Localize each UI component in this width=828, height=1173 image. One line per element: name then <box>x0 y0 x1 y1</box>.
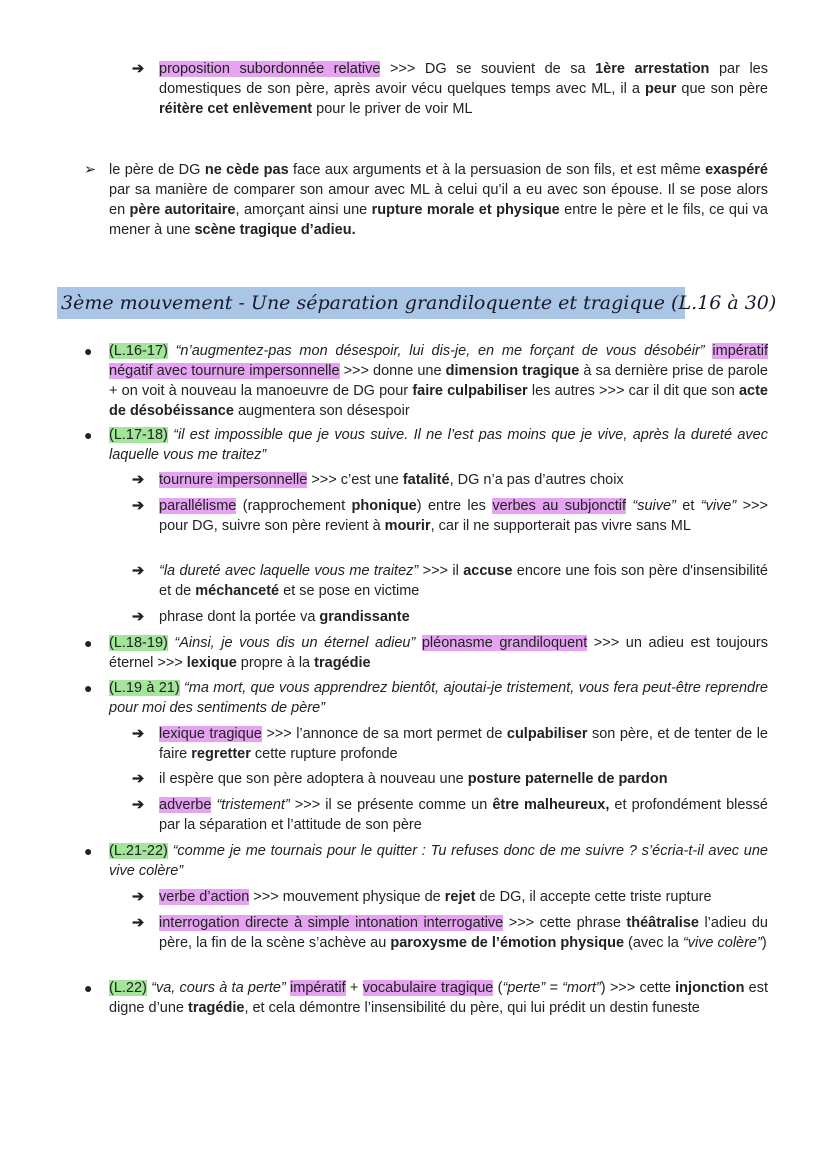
arrow-icon: ➔ <box>132 915 145 931</box>
list-item: ➔ tournure impersonnelle >>> c’est une fatalité, DG n’a pas d’autres choix <box>132 472 624 488</box>
list-item: ➔ interrogation directe à simple intonation interrogative >>> cette phrase théâtralise l’adieu du père, la fin de la scène s’achève au paroxysme de l’émotion physique (avec la “vive colère”) <box>132 915 768 951</box>
arrow-icon: ➔ <box>132 726 145 742</box>
section-heading: 3ème mouvement - Une séparation grandiloquente et tragique (L.16 à 30) <box>57 287 685 319</box>
arrow-icon: ➔ <box>132 472 145 488</box>
bullet-icon: ● <box>84 843 93 859</box>
list-item: ➔ parallélisme (rapprochement phonique) entre les verbes au subjonctif “suive” et “vive” >>> pour DG, suivre son père revient à mourir, car il ne supporterait pas vivre sans ML <box>132 498 768 534</box>
list-item: ➔ adverbe “tristement” >>> il se présente comme un être malheureux, et profondément blessé par la séparation et l’attitude de son père <box>132 797 769 833</box>
list-item: ● (L.21-22) “comme je me tournais pour le quitter : Tu refuses donc de me suivre ? s’écria-t-il avec une vive colère” <box>84 843 768 879</box>
arrow-icon: ➔ <box>132 563 145 579</box>
list-item: ➔ verbe d’action >>> mouvement physique de rejet de DG, il accepte cette triste rupture <box>132 889 712 905</box>
list-item: ● (L.16-17) “n’augmentez-pas mon désespoir, lui dis-je, en me forçant de vous désobéir” impératif négatif avec tournure impersonnelle >>> donne une dimension tragique à sa dernière prise de parole + on voit à nouveau la manoeuvre de DG pour faire culpabiliser les autres >>> car il dit que son acte de désobéissance augmentera son désespoir <box>84 343 768 419</box>
list-item: ● (L.22) “va, cours à ta perte” impératif + vocabulaire tragique (“perte” = “mort”) >>> cette injonction est digne d’une tragédie, et cela démontre l’insensibilité du père, qui lui prédit un destin funeste <box>84 980 769 1016</box>
arrow-icon: ➔ <box>132 498 145 514</box>
list-item: ➔ lexique tragique >>> l’annonce de sa mort permet de culpabiliser son père, et de tenter de le faire regretter cette rupture profonde <box>132 726 768 762</box>
arrow-icon: ➔ <box>132 609 145 625</box>
arrow-icon: ➔ <box>132 797 145 813</box>
triangle-bullet-icon: ➢ <box>84 162 97 178</box>
bullet-icon: ● <box>84 680 93 696</box>
bullet-icon: ● <box>84 980 93 996</box>
list-item: ● (L.19 à 21) “ma mort, que vous apprendrez bientôt, ajoutai-je tristement, vous fera peut-être reprendre pour moi des sentiments de père” <box>84 680 768 716</box>
list-item: ➔ phrase dont la portée va grandissante <box>132 609 410 625</box>
bullet-icon: ● <box>84 343 93 359</box>
arrow-icon: ➔ <box>132 61 145 77</box>
list-item: ➔ proposition subordonnée relative >>> DG se souvient de sa 1ère arrestation par les domestiques de son père, après avoir vécu quelques temps avec ML, il a peur que son père réitère cet enlèvement pour le priver de voir ML <box>132 61 768 117</box>
bullet-icon: ● <box>84 427 93 443</box>
list-item: ➢ le père de DG ne cède pas face aux arguments et à la persuasion de son fils, et est même exaspéré par sa manière de comparer son amour avec ML à celui qu’il a eu avec son épouse. Il se pose alors en père autoritaire, amorçant ainsi une rupture morale et physique entre le père et le fils, ce qui va mener à une scène tragique d’adieu. <box>84 162 768 238</box>
list-item: ➔ “la dureté avec laquelle vous me traitez” >>> il accuse encore une fois son père d'insensibilité et de méchanceté et se pose en victime <box>132 563 768 599</box>
list-item: ● (L.18-19) “Ainsi, je vous dis un éternel adieu” pléonasme grandiloquent >>> un adieu est toujours éternel >>> lexique propre à la tragédie <box>84 635 768 671</box>
arrow-icon: ➔ <box>132 889 145 905</box>
list-item: ➔ il espère que son père adoptera à nouveau une posture paternelle de pardon <box>132 771 668 787</box>
bullet-icon: ● <box>84 635 93 651</box>
list-item: ● (L.17-18) “il est impossible que je vous suive. Il ne l’est pas moins que je vive, après la dureté avec laquelle vous me traitez” <box>84 427 768 463</box>
arrow-icon: ➔ <box>132 771 145 787</box>
